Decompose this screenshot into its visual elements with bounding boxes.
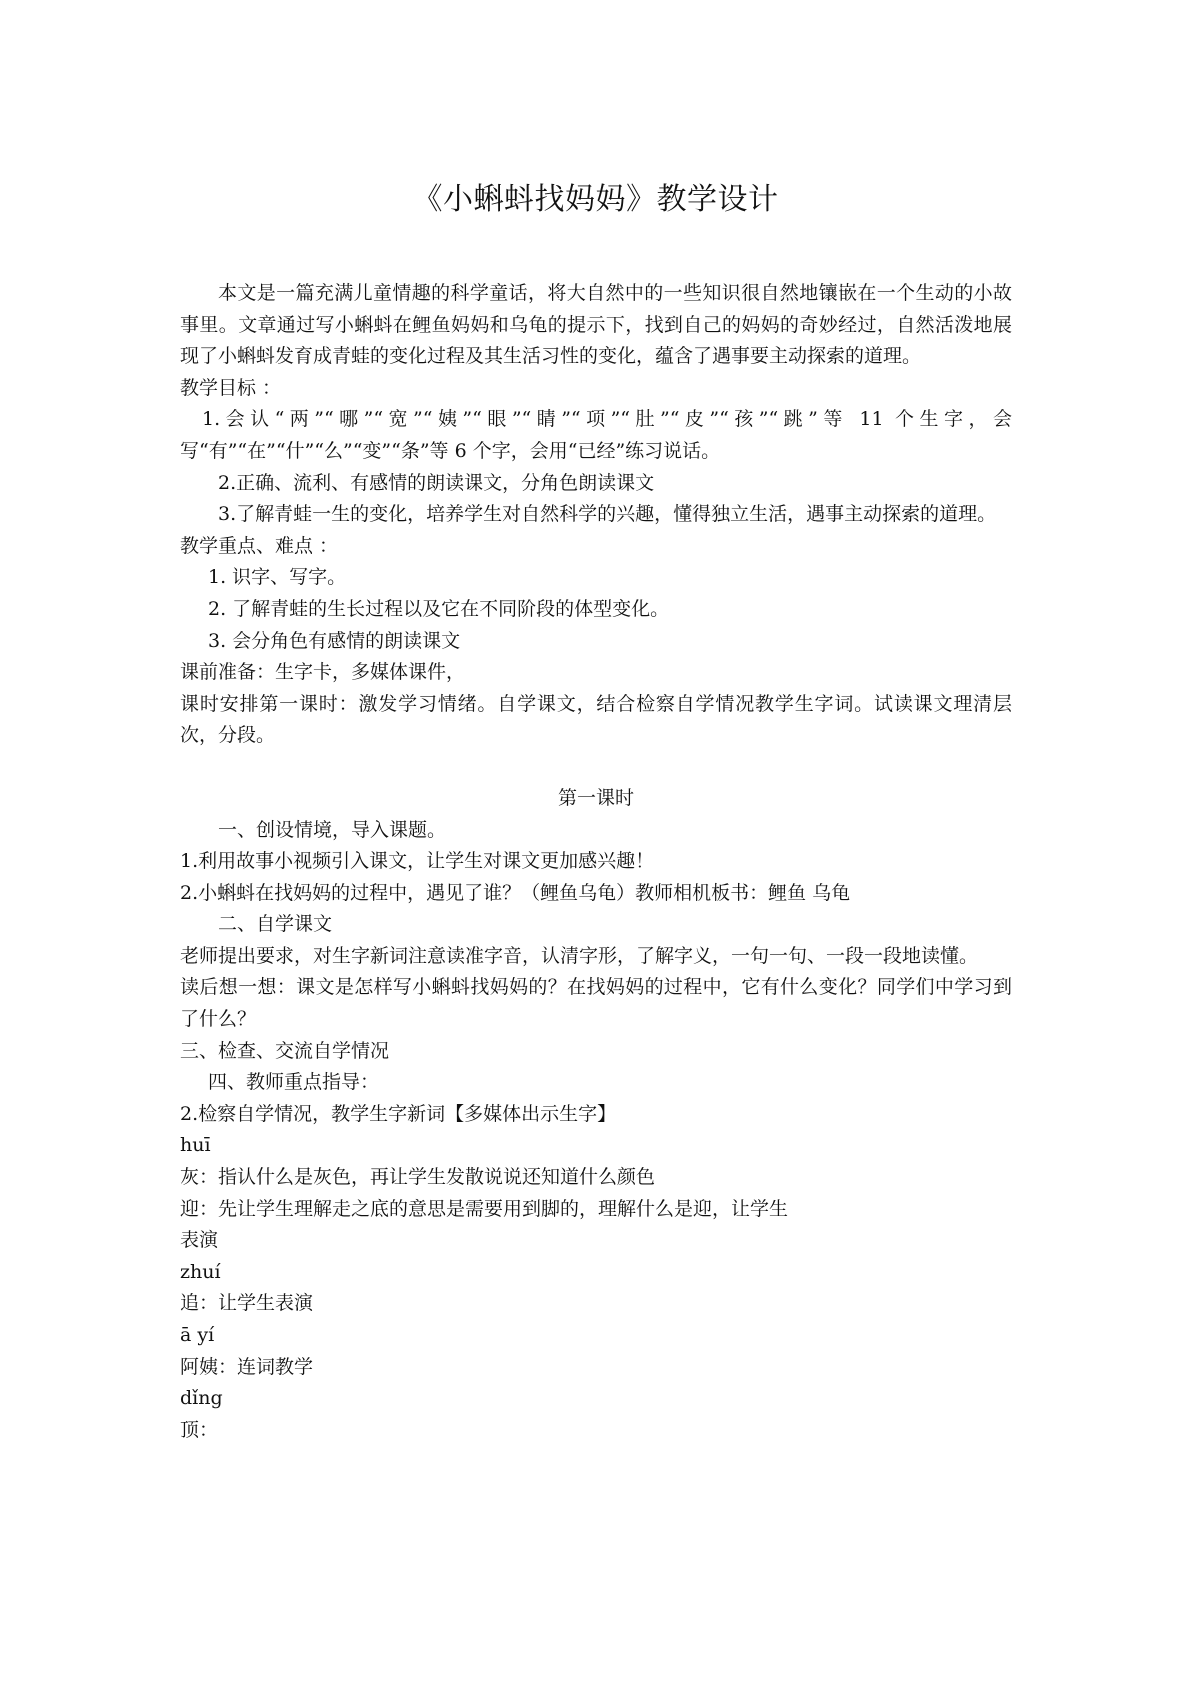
char-note-ying-cont: 表演 (180, 1229, 219, 1252)
key-point-1: 1. 识字、写字。 (208, 566, 347, 589)
lesson-heading: 第一课时 (557, 786, 634, 809)
key-points-heading: 教学重点、难点 ： (180, 534, 339, 557)
section-1-item-1: 1.利用故事小视频引入课文，让学生对课文更加感兴趣！ (180, 850, 655, 873)
char-note-ying: 迎：先让学生理解走之底的意思是需要用到脚的，理解什么是迎，让学生 (180, 1197, 789, 1220)
char-note-zhui: 追：让学生表演 (180, 1292, 314, 1315)
section-2-paragraph-2: 读后想一想：课文是怎样写小蝌蚪找妈妈的？在找妈妈的过程中，它有什么变化？同学们中学习到了什么？ (180, 976, 1012, 1031)
schedule-paragraph: 课时安排第一课时：激发学习情绪。自学课文，结合检察自学情况教学生字词。试读课文理清层次，分段。 (180, 692, 1012, 747)
section-1-title: 一、创设情境，导入课题。 (218, 818, 447, 841)
pinyin-ayi: ā yí (180, 1324, 215, 1346)
document-body (180, 278, 1012, 1446)
section-2-paragraph-1: 老师提出要求，对生字新词注意读准字音，认清字形，了解字义，一句一句、一段一段地读懂。 (180, 944, 979, 967)
char-note-hui: 灰：指认什么是灰色，再让学生发散说说还知道什么颜色 (180, 1166, 656, 1189)
goal-item-2: 2.正确、流利、有感情的朗读课文，分角色朗读课文 (218, 471, 655, 494)
key-point-2: 2. 了解青蛙的生长过程以及它在不同阶段的体型变化。 (208, 597, 670, 620)
section-2-title: 二、自学课文 (218, 913, 333, 936)
goal-item-1: 1.会认“两”“哪”“宽”“姨”“眼”“睛”“项”“肚”“皮”“孩”“跳”等 11 个生字，会写“有”“在”“什”“么”“变”“条”等 6 个字，会用“已经”练习说话。 (180, 408, 1012, 462)
goals-heading: 教学目标 ： (180, 376, 282, 399)
char-note-ayi: 阿姨：连词教学 (180, 1355, 314, 1378)
pinyin-zhui: zhuí (180, 1260, 221, 1283)
char-note-ding: 顶： (180, 1418, 219, 1441)
goal-item-3: 3.了解青蛙一生的变化，培养学生对自然科学的兴趣，懂得独立生活，遇事主动探索的道理。 (218, 503, 997, 526)
section-4-title: 四、教师重点指导： (208, 1071, 380, 1094)
spacer (180, 752, 1012, 783)
section-4-item-2: 2.检察自学情况，教学生字新词【多媒体出示生字】 (180, 1102, 617, 1125)
key-point-3: 3. 会分角色有感情的朗读课文 (208, 629, 461, 652)
document-title: 《小蝌蚪找妈妈》教学设计 (412, 182, 779, 217)
pinyin-ding: dǐng (180, 1387, 223, 1410)
prep-line: 课前准备：生字卡，多媒体课件， (180, 661, 466, 684)
pinyin-hui: huī (180, 1134, 211, 1157)
section-3-title: 三、检查、交流自学情况 (180, 1039, 390, 1062)
section-1-item-2: 2.小蝌蚪在找妈妈的过程中，遇见了谁？（鲤鱼乌龟）教师相机板书：鲤鱼 乌龟 (180, 881, 851, 904)
intro-paragraph: 本文是一篇充满儿童情趣的科学童话，将大自然中的一些知识很自然地镶嵌在一个生动的小故事里。文章通过写小蝌蚪在鲤鱼妈妈和乌龟的提示下，找到自己的妈妈的奇妙经过，自然活泼地展现了小蝌蚪发育成青蛙的变化过程及其生活习性的变化，蕴含了遇事要主动探索的道理。 (180, 282, 1012, 368)
